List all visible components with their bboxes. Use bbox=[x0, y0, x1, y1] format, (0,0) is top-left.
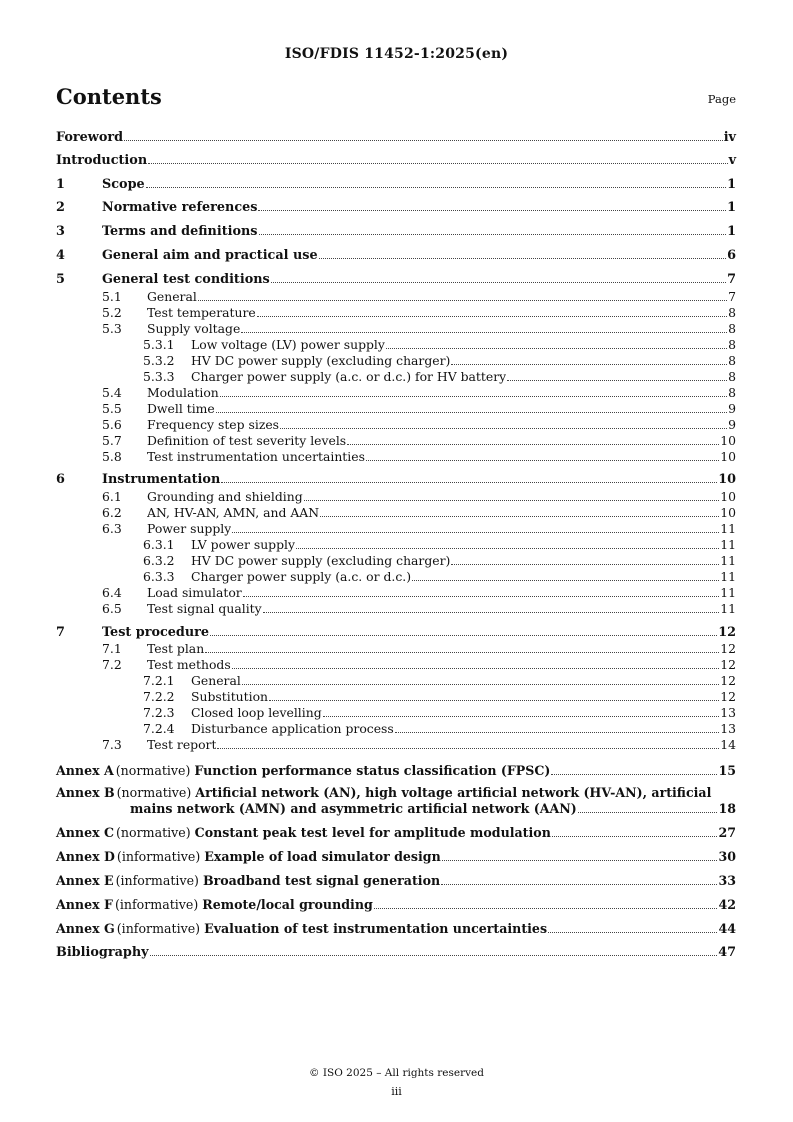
dot-leader bbox=[323, 716, 720, 717]
toc-entry[interactable] bbox=[56, 417, 736, 433]
dot-leader bbox=[241, 332, 727, 333]
toc-entry-number: 5.5 bbox=[102, 401, 122, 416]
toc-entry-number: 5.3 bbox=[102, 321, 122, 336]
toc-entry-number: 7.2.4 bbox=[143, 721, 175, 736]
annex-page: 27 bbox=[718, 825, 736, 840]
toc-entry-number: 5.7 bbox=[102, 433, 122, 448]
toc-entry-page: 11 bbox=[720, 537, 736, 552]
toc-entry[interactable] bbox=[56, 705, 736, 721]
toc-entry-title: Grounding and shielding bbox=[147, 489, 303, 504]
toc-entry-number: 5.8 bbox=[102, 449, 122, 464]
annex-label: Annex A bbox=[56, 763, 114, 778]
dot-leader bbox=[578, 812, 718, 813]
toc-entry-page: 11 bbox=[720, 601, 736, 616]
toc-entry-title: AN, HV-AN, AMN, and AAN bbox=[147, 505, 320, 520]
annex-line bbox=[56, 921, 736, 937]
annex-line bbox=[56, 849, 736, 865]
toc-entry-page: 7 bbox=[727, 272, 736, 287]
toc-entry-title: General bbox=[147, 289, 197, 304]
toc-entry-page: 10 bbox=[718, 472, 736, 487]
annex-title: Constant peak test level for amplitude modulation bbox=[194, 825, 551, 840]
dot-leader bbox=[296, 548, 719, 549]
toc-entry-number: 6.3 bbox=[102, 521, 122, 536]
toc-entry[interactable] bbox=[56, 537, 736, 553]
dot-leader bbox=[220, 396, 727, 397]
toc-annex-entry[interactable] bbox=[56, 763, 736, 779]
toc-entry[interactable] bbox=[56, 553, 736, 569]
annex-title: Broadband test signal generation bbox=[202, 873, 441, 888]
toc-annex-entry[interactable] bbox=[56, 921, 736, 937]
toc-entry-page: 8 bbox=[728, 305, 736, 320]
dot-leader bbox=[205, 652, 719, 653]
toc-entry-page: 10 bbox=[720, 433, 736, 448]
toc-entry-page: 8 bbox=[728, 353, 736, 368]
toc-entry[interactable] bbox=[56, 224, 736, 240]
toc-annex-entry[interactable] bbox=[56, 785, 736, 817]
annex-title: Function performance status classification (FPSC) bbox=[194, 763, 551, 778]
toc-entry-page: 6 bbox=[727, 248, 736, 263]
dot-leader bbox=[258, 210, 726, 211]
annex-page: 44 bbox=[718, 921, 736, 936]
dot-leader bbox=[374, 908, 718, 909]
dot-leader bbox=[319, 258, 726, 259]
annex-page: 33 bbox=[718, 873, 736, 888]
toc-entry-page: 7 bbox=[728, 289, 736, 304]
toc-entry[interactable] bbox=[56, 385, 736, 401]
toc-entry[interactable] bbox=[56, 305, 736, 321]
dot-leader bbox=[442, 860, 718, 861]
toc-entry-title: General test conditions bbox=[102, 272, 270, 287]
toc-entry-number: 6.3.3 bbox=[143, 569, 175, 584]
toc-entry-page: 14 bbox=[720, 737, 736, 752]
annex-page: 15 bbox=[718, 763, 736, 778]
annex-label: Annex C bbox=[56, 825, 115, 840]
contents-title: Contents bbox=[56, 84, 162, 109]
toc-entry-number: 5.4 bbox=[102, 385, 122, 400]
annex-page: 42 bbox=[718, 897, 736, 912]
annex-line bbox=[56, 897, 736, 913]
toc-entry-title: Frequency step sizes bbox=[147, 417, 280, 432]
document-header: ISO/FDIS 11452-1:2025(en) bbox=[284, 46, 509, 62]
annex-line bbox=[56, 801, 736, 817]
annex-type: (normative) bbox=[115, 763, 191, 778]
toc-entry-title: Supply voltage bbox=[147, 321, 241, 336]
toc-entry-number: 7.2.2 bbox=[143, 689, 175, 704]
annex-label: Annex F bbox=[56, 897, 113, 912]
toc-entry-title: Instrumentation bbox=[102, 472, 221, 487]
dot-leader bbox=[412, 580, 719, 581]
toc-entry-title: Modulation bbox=[147, 385, 219, 400]
toc-entry[interactable] bbox=[56, 601, 736, 617]
toc-entry-page: 12 bbox=[718, 625, 736, 640]
toc-entry[interactable] bbox=[56, 625, 736, 641]
toc-entry-title: Test procedure bbox=[102, 625, 210, 640]
toc-entry[interactable] bbox=[56, 721, 736, 737]
toc-entry-number: 6.4 bbox=[102, 585, 122, 600]
toc-entry-number: 6.2 bbox=[102, 505, 122, 520]
bibliography-title: Bibliography bbox=[56, 945, 149, 960]
toc-entry-title: General aim and practical use bbox=[102, 248, 318, 263]
toc-entry[interactable] bbox=[56, 289, 736, 305]
toc-entry-page: 11 bbox=[720, 585, 736, 600]
toc-entry[interactable] bbox=[56, 689, 736, 705]
dot-leader bbox=[232, 532, 719, 533]
toc-entry-page: v bbox=[728, 153, 736, 168]
toc-entry[interactable] bbox=[56, 177, 736, 193]
annex-label: Annex E bbox=[56, 873, 114, 888]
toc-entry-number: 2 bbox=[56, 200, 65, 215]
annex-line bbox=[56, 873, 736, 889]
toc-entry[interactable] bbox=[56, 641, 736, 657]
toc-annex-entry[interactable] bbox=[56, 873, 736, 889]
page-column-label: Page bbox=[707, 92, 736, 106]
toc-entry[interactable] bbox=[56, 153, 736, 169]
toc-entry-number: 7.2.3 bbox=[143, 705, 175, 720]
toc-entry-title: General bbox=[191, 673, 241, 688]
dot-leader bbox=[320, 516, 719, 517]
toc-entry[interactable] bbox=[56, 321, 736, 337]
toc-entry[interactable] bbox=[56, 569, 736, 585]
toc-entry-page: 12 bbox=[720, 689, 736, 704]
toc-entry[interactable] bbox=[56, 449, 736, 465]
toc-entry-page: iv bbox=[723, 130, 736, 145]
toc-entry-title: Power supply bbox=[147, 521, 232, 536]
toc-entry[interactable] bbox=[56, 472, 736, 488]
toc-entry[interactable] bbox=[56, 521, 736, 537]
toc-entry-number: 6.3.1 bbox=[143, 537, 175, 552]
toc-entry-title: Closed loop levelling bbox=[191, 705, 322, 720]
toc-entry-number: 5.3.2 bbox=[143, 353, 175, 368]
annex-page: 18 bbox=[718, 801, 736, 816]
toc-entry-title: Definition of test severity levels bbox=[147, 433, 347, 448]
toc-entry-title: Test report bbox=[147, 737, 217, 752]
toc-entry[interactable] bbox=[56, 657, 736, 673]
toc-entry-page: 1 bbox=[727, 224, 736, 239]
annex-label: Annex D bbox=[56, 849, 115, 864]
toc-entry-number: 3 bbox=[56, 224, 65, 239]
dot-leader bbox=[221, 482, 717, 483]
dot-leader bbox=[124, 140, 723, 141]
dot-leader bbox=[304, 500, 720, 501]
dot-leader bbox=[552, 836, 718, 837]
toc-entry-title: Introduction bbox=[56, 153, 148, 168]
toc-entry-number: 7.3 bbox=[102, 737, 122, 752]
dot-leader bbox=[150, 955, 718, 956]
dot-leader bbox=[243, 596, 720, 597]
toc-entry-title: Test instrumentation uncertainties bbox=[147, 449, 365, 464]
toc-entry-page: 8 bbox=[728, 385, 736, 400]
toc-entry-number: 5.6 bbox=[102, 417, 122, 432]
toc-entry-number: 5.3.3 bbox=[143, 369, 175, 384]
toc-entry[interactable] bbox=[56, 369, 736, 385]
annex-page: 30 bbox=[718, 849, 736, 864]
toc-entry-number: 5.1 bbox=[102, 289, 122, 304]
annex-title: Artificial network (AN), high voltage artificial network (HV-AN), artificial bbox=[195, 785, 712, 800]
dot-leader bbox=[548, 932, 717, 933]
toc-annex-entry[interactable] bbox=[56, 897, 736, 913]
toc-entry-title: Substitution bbox=[191, 689, 269, 704]
toc-entry-title: Low voltage (LV) power supply bbox=[191, 337, 385, 352]
annex-title: Example of load simulator design bbox=[204, 849, 441, 864]
annex-title: Evaluation of test instrumentation uncertainties bbox=[204, 921, 548, 936]
toc-entry[interactable] bbox=[56, 353, 736, 369]
toc-entry-title: Test plan bbox=[147, 641, 205, 656]
dot-leader bbox=[366, 460, 719, 461]
toc-entry-page: 12 bbox=[720, 673, 736, 688]
copyright-notice: © ISO 2025 – All rights reserved bbox=[309, 1067, 484, 1079]
dot-leader bbox=[507, 380, 727, 381]
annex-title-continued: mains network (AMN) and asymmetric artificial network (AAN) bbox=[130, 801, 577, 816]
toc-entry-page: 13 bbox=[720, 705, 736, 720]
toc-entry-page: 12 bbox=[720, 657, 736, 672]
toc-entry-title: Load simulator bbox=[147, 585, 242, 600]
dot-leader bbox=[280, 428, 727, 429]
dot-leader bbox=[269, 700, 719, 701]
toc-entry-number: 5 bbox=[56, 272, 65, 287]
toc-entry[interactable] bbox=[56, 401, 736, 417]
toc-entry-number: 1 bbox=[56, 177, 65, 192]
dot-leader bbox=[451, 364, 727, 365]
toc-entry-page: 9 bbox=[728, 401, 736, 416]
toc-entry-title: Normative references bbox=[102, 200, 258, 215]
toc-entry[interactable] bbox=[56, 248, 736, 264]
annex-type: (informative) bbox=[114, 897, 199, 912]
toc-entry-page: 9 bbox=[728, 417, 736, 432]
annex-type: (informative) bbox=[116, 849, 201, 864]
annex-label: Annex B bbox=[56, 785, 115, 800]
toc-entry-title: Test signal quality bbox=[147, 601, 262, 616]
toc-entry[interactable] bbox=[56, 737, 736, 753]
toc-entry-page: 8 bbox=[728, 369, 736, 384]
toc-entry-number: 5.3.1 bbox=[143, 337, 175, 352]
dot-leader bbox=[386, 348, 727, 349]
annex-line bbox=[56, 763, 736, 779]
annex-type: (informative) bbox=[116, 921, 201, 936]
toc-entry-number: 4 bbox=[56, 248, 65, 263]
toc-entry-page: 12 bbox=[720, 641, 736, 656]
toc-entry[interactable] bbox=[56, 585, 736, 601]
bibliography-page: 47 bbox=[718, 945, 736, 960]
toc-entry-page: 13 bbox=[720, 721, 736, 736]
toc-entry-title: LV power supply bbox=[191, 537, 296, 552]
toc-entry-page: 10 bbox=[720, 489, 736, 504]
dot-leader bbox=[210, 635, 717, 636]
toc-entry[interactable] bbox=[56, 673, 736, 689]
toc-entry-number: 6.5 bbox=[102, 601, 122, 616]
annex-type: (normative) bbox=[116, 825, 191, 840]
toc-entry-page: 11 bbox=[720, 569, 736, 584]
dot-leader bbox=[451, 564, 719, 565]
toc-entry-title: Scope bbox=[102, 177, 145, 192]
toc-entry-page: 10 bbox=[720, 505, 736, 520]
toc-entry-number: 6.3.2 bbox=[143, 553, 175, 568]
toc-entry[interactable] bbox=[56, 130, 736, 146]
toc-entry-number: 6 bbox=[56, 472, 65, 487]
dot-leader bbox=[551, 774, 717, 775]
page-number: iii bbox=[391, 1085, 402, 1098]
dot-leader bbox=[263, 612, 720, 613]
toc-entry[interactable] bbox=[56, 505, 736, 521]
dot-leader bbox=[198, 300, 727, 301]
toc-annex-entry[interactable] bbox=[56, 849, 736, 865]
toc-entry-page: 1 bbox=[727, 200, 736, 215]
toc-entry-title: Charger power supply (a.c. or d.c.) bbox=[191, 569, 412, 584]
toc-entry-title: Dwell time bbox=[147, 401, 215, 416]
annex-line bbox=[56, 825, 736, 841]
toc-entry[interactable] bbox=[56, 272, 736, 288]
toc-entry-page: 10 bbox=[720, 449, 736, 464]
dot-leader bbox=[148, 163, 727, 164]
toc-entry-page: 1 bbox=[727, 177, 736, 192]
dot-leader bbox=[257, 316, 727, 317]
toc-entry-title: Charger power supply (a.c. or d.c.) for HV battery bbox=[191, 369, 507, 384]
toc-entry-page: 11 bbox=[720, 521, 736, 536]
toc-entry-number: 6.1 bbox=[102, 489, 122, 504]
toc-entry-title: HV DC power supply (excluding charger) bbox=[191, 553, 451, 568]
annex-type: (informative) bbox=[115, 873, 199, 888]
toc-entry-title: Test methods bbox=[147, 657, 231, 672]
toc-entry-title: Test temperature bbox=[147, 305, 256, 320]
toc-entry-number: 7 bbox=[56, 625, 65, 640]
annex-line bbox=[56, 785, 736, 801]
toc-entry-page: 8 bbox=[728, 321, 736, 336]
dot-leader bbox=[242, 684, 719, 685]
toc-bibliography-entry[interactable] bbox=[56, 945, 736, 961]
toc-entry-title: Foreword bbox=[56, 130, 124, 145]
toc-entry-title: Terms and definitions bbox=[102, 224, 258, 239]
dot-leader bbox=[441, 884, 717, 885]
dot-leader bbox=[146, 187, 726, 188]
toc-entry-number: 7.1 bbox=[102, 641, 122, 656]
toc-annex-entry[interactable] bbox=[56, 825, 736, 841]
toc-entry[interactable] bbox=[56, 489, 736, 505]
toc-entry-page: 8 bbox=[728, 337, 736, 352]
annex-type: (normative) bbox=[116, 785, 192, 800]
toc-entry-number: 7.2.1 bbox=[143, 673, 175, 688]
dot-leader bbox=[395, 732, 719, 733]
dot-leader bbox=[259, 234, 727, 235]
toc-entry-number: 5.2 bbox=[102, 305, 122, 320]
dot-leader bbox=[232, 668, 720, 669]
dot-leader bbox=[347, 444, 719, 445]
toc-entry-title: Disturbance application process bbox=[191, 721, 394, 736]
toc-entry[interactable] bbox=[56, 433, 736, 449]
toc-entry-number: 7.2 bbox=[102, 657, 122, 672]
annex-title: Remote/local grounding bbox=[202, 897, 373, 912]
dot-leader bbox=[217, 748, 719, 749]
dot-leader bbox=[271, 282, 726, 283]
annex-label: Annex G bbox=[56, 921, 115, 936]
toc-entry[interactable] bbox=[56, 337, 736, 353]
toc-entry[interactable] bbox=[56, 200, 736, 216]
toc-entry-title: HV DC power supply (excluding charger) bbox=[191, 353, 451, 368]
toc-entry-page: 11 bbox=[720, 553, 736, 568]
dot-leader bbox=[216, 412, 727, 413]
